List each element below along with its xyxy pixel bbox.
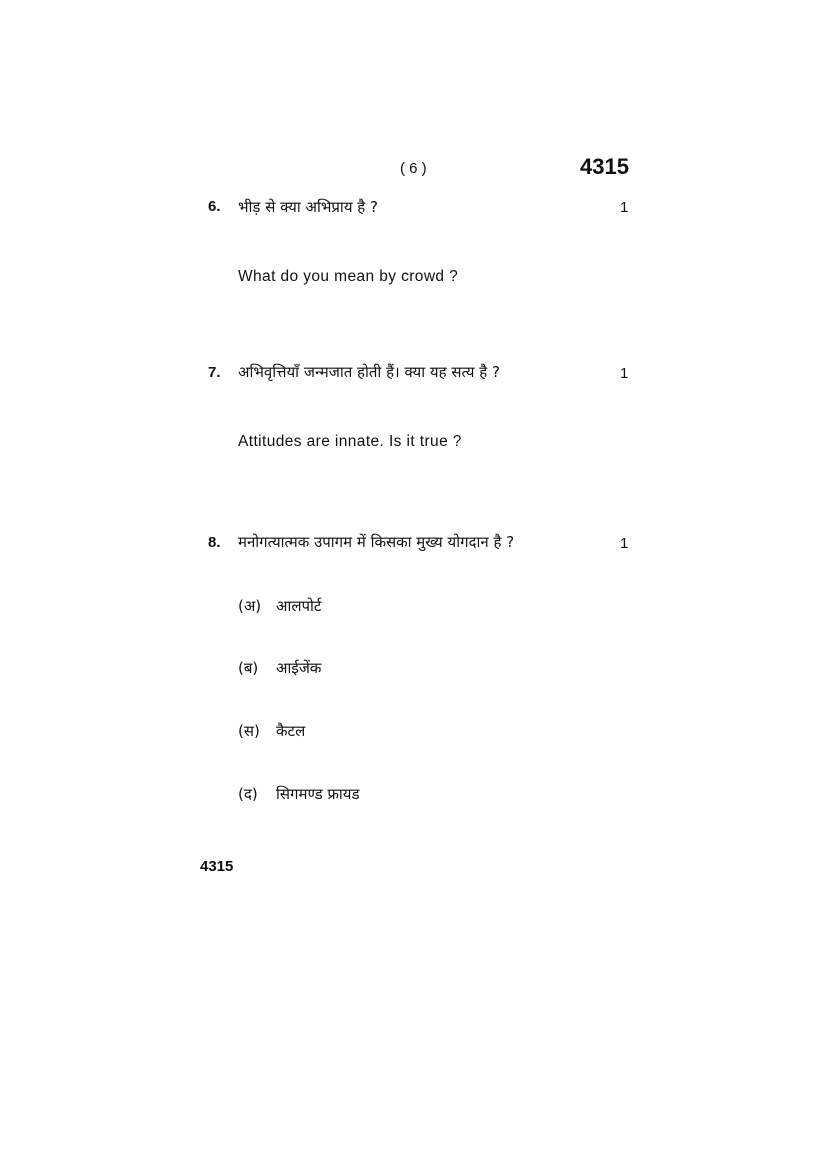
question-text-hindi: भीड़ से क्या अभिप्राय है ? [238, 198, 378, 216]
option-text: सिगमण्ड फ्रायड [276, 785, 360, 803]
question-number: 8. [208, 534, 221, 551]
option-text: आलपोर्ट [276, 597, 322, 615]
option-text: आईजेंक [276, 659, 322, 677]
paper-code-header: 4315 [580, 154, 629, 179]
option-letter: (अ) [238, 597, 262, 615]
option-letter: (द) [238, 785, 258, 803]
question-marks: 1 [620, 199, 629, 216]
question-text-english: Attitudes are innate. Is it true ? [238, 433, 462, 450]
question-text-english: What do you mean by crowd ? [238, 268, 459, 285]
paper-code-footer: 4315 [200, 858, 234, 875]
option-letter: (स) [238, 722, 260, 740]
question-number: 7. [208, 364, 221, 381]
question-number: 6. [208, 198, 221, 215]
question-marks: 1 [620, 365, 629, 382]
question-marks: 1 [620, 535, 629, 552]
page-number: ( 6 ) [400, 160, 427, 177]
question-text-hindi: मनोगत्यात्मक उपागम में किसका मुख्य योगदान है ? [238, 533, 515, 551]
option-text: कैटल [276, 722, 306, 740]
option-letter: (ब) [238, 659, 259, 677]
question-text-hindi: अभिवृत्तियाँ जन्मजात होती हैं। क्या यह सत्य है ? [238, 363, 500, 381]
